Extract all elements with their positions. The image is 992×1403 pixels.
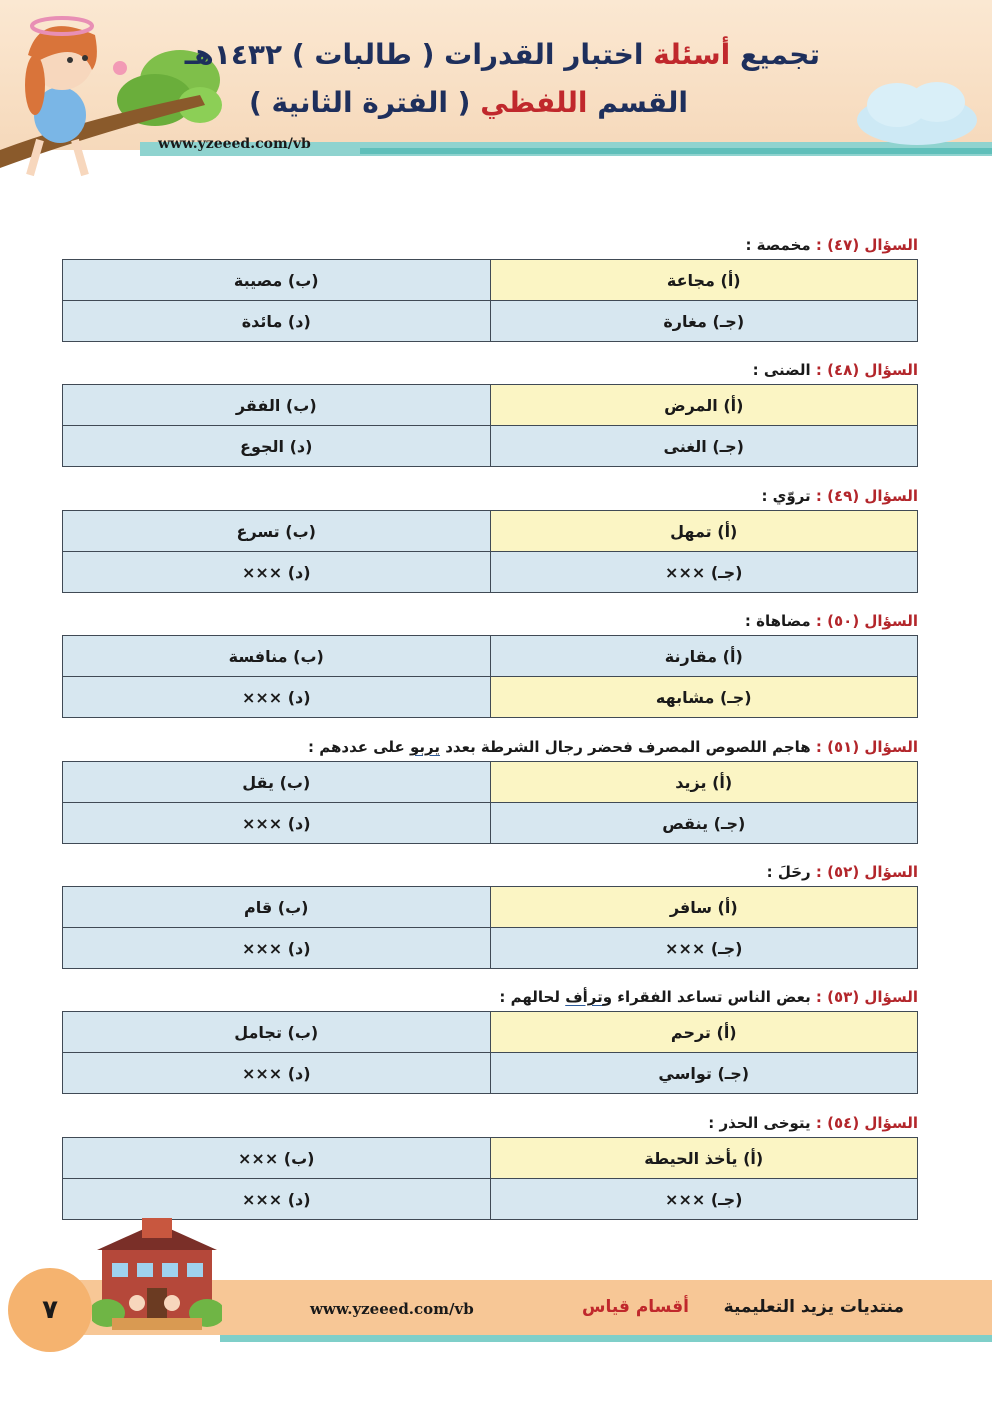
option-d[interactable]: (د) مائدة [63, 301, 491, 342]
options-table [62, 886, 918, 969]
option-a[interactable]: (أ) ترحم [490, 1012, 918, 1053]
option-d[interactable]: (د) ××× [63, 677, 491, 718]
option-a[interactable]: (أ) سافر [490, 887, 918, 928]
option-b[interactable]: (ب) يقل [63, 762, 491, 803]
option-d[interactable]: (د) ××× [63, 1179, 491, 1220]
options-table [62, 259, 918, 342]
footer-url-link[interactable]: www.yzeeed.com/vb [310, 1300, 474, 1318]
options-table [62, 761, 918, 844]
page-number: ٧ [8, 1268, 92, 1352]
question-label: السؤال (٤٧) : مخمصة : [745, 236, 918, 254]
option-b[interactable]: (ب) ××× [63, 1138, 491, 1179]
page-subtitle: القسم اللفظي ( الفترة الثانية ) [249, 86, 688, 119]
option-c[interactable]: (جـ) ××× [490, 552, 918, 593]
option-d[interactable]: (د) ××× [63, 803, 491, 844]
question-label: السؤال (٥٣) : بعض الناس تساعد الفقراء وترأف لحالهم : [499, 988, 918, 1006]
option-d[interactable]: (د) ××× [63, 928, 491, 969]
underlined-word: ترأف [565, 988, 603, 1006]
footer-divider [220, 1335, 992, 1342]
option-b[interactable]: (ب) الفقر [63, 385, 491, 426]
question-label: السؤال (٥٤) : يتوخى الحذر : [708, 1114, 918, 1132]
option-d[interactable]: (د) ××× [63, 1053, 491, 1094]
option-b[interactable]: (ب) تجامل [63, 1012, 491, 1053]
option-c[interactable]: (جـ) ××× [490, 928, 918, 969]
option-c[interactable]: (جـ) مشابهه [490, 677, 918, 718]
options-table [62, 384, 918, 467]
option-b[interactable]: (ب) مصيبة [63, 260, 491, 301]
question-label: السؤال (٤٨) : الضنى : [752, 361, 918, 379]
cloud-illustration [852, 70, 982, 150]
option-b[interactable]: (ب) منافسة [63, 636, 491, 677]
option-b[interactable]: (ب) تسرع [63, 511, 491, 552]
question-label: السؤال (٤٩) : تروّي : [761, 487, 918, 505]
school-illustration [92, 1218, 222, 1338]
option-a[interactable]: (أ) يزيد [490, 762, 918, 803]
header-url-link[interactable]: www.yzeeed.com/vb [158, 136, 311, 152]
option-c[interactable]: (جـ) تواسي [490, 1053, 918, 1094]
options-table [62, 1137, 918, 1220]
option-a[interactable]: (أ) مقارنة [490, 636, 918, 677]
option-a[interactable]: (أ) يأخذ الحيطة [490, 1138, 918, 1179]
footer-site-name: منتديات يزيد التعليمية [723, 1297, 904, 1317]
option-b[interactable]: (ب) قام [63, 887, 491, 928]
option-c[interactable]: (جـ) الغنى [490, 426, 918, 467]
question-label: السؤال (٥٠) : مضاهاة : [744, 612, 918, 630]
girl-on-branch-illustration [0, 0, 230, 190]
footer-section-link[interactable]: أقسام قياس [582, 1297, 689, 1317]
option-a[interactable]: (أ) مجاعة [490, 260, 918, 301]
option-d[interactable]: (د) ××× [63, 552, 491, 593]
question-label: السؤال (٥٢) : رحَلَ : [766, 863, 918, 881]
options-table [62, 510, 918, 593]
option-c[interactable]: (جـ) ينقص [490, 803, 918, 844]
option-c[interactable]: (جـ) ××× [490, 1179, 918, 1220]
option-c[interactable]: (جـ) مغارة [490, 301, 918, 342]
options-table [62, 635, 918, 718]
option-d[interactable]: (د) الجوع [63, 426, 491, 467]
page-title: تجميع أسئلة اختبار القدرات ( طالبات ) ١٤٣٢هـ [184, 38, 820, 71]
underlined-word: يربو [410, 738, 441, 756]
options-table [62, 1011, 918, 1094]
option-a[interactable]: (أ) تمهل [490, 511, 918, 552]
question-label: السؤال (٥١) : هاجم اللصوص المصرف فحضر رجال الشرطة بعدد يربو على عددهم : [308, 738, 918, 756]
option-a[interactable]: (أ) المرض [490, 385, 918, 426]
